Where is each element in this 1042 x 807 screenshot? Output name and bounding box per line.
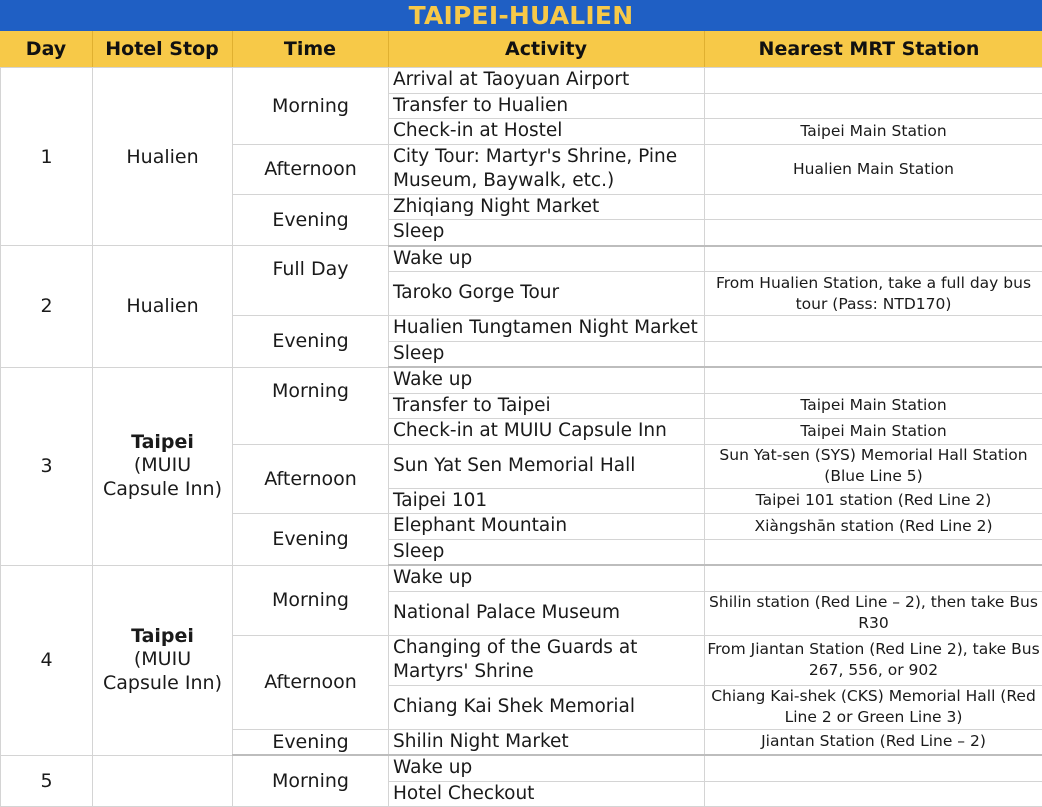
header-activity: Activity (388, 31, 704, 67)
day-cell: 4 (1, 565, 93, 755)
mrt-cell (705, 246, 1042, 272)
hotel-stop-cell (93, 755, 233, 807)
mrt-cell: Jiantan Station (Red Line – 2) (705, 729, 1042, 755)
hotel-stop-city: Taipei (131, 431, 194, 453)
hotel-stop-text: Hualien (126, 146, 198, 168)
activity-cell: Elephant Mountain (389, 514, 705, 540)
hotel-stop-text: Hualien (126, 295, 198, 317)
sheet-title: TAIPEI-HUALIEN (0, 0, 1042, 31)
mrt-cell: Sun Yat-sen (SYS) Memorial Hall Station (Blue Line 5) (705, 444, 1042, 488)
time-cell: Morning (233, 565, 389, 635)
mrt-cell (705, 565, 1042, 591)
activity-cell: Sun Yat Sen Memorial Hall (389, 444, 705, 488)
hotel-stop-text: (MUIU Capsule Inn) (103, 647, 223, 695)
activity-cell: Sleep (389, 220, 705, 246)
mrt-cell (705, 367, 1042, 393)
time-cell: Morning (233, 68, 389, 145)
time-cell: Evening (233, 316, 389, 368)
mrt-cell (705, 220, 1042, 246)
activity-cell: Check-in at Hostel (389, 119, 705, 145)
time-cell: Morning (233, 367, 389, 444)
mrt-cell: Taipei Main Station (705, 393, 1042, 419)
activity-cell: Wake up (389, 565, 705, 591)
time-cell: Full Day (233, 246, 389, 316)
mrt-cell (705, 93, 1042, 119)
mrt-cell (705, 341, 1042, 367)
hotel-stop-cell (93, 68, 233, 246)
activity-cell: Wake up (389, 367, 705, 393)
time-cell: Evening (233, 729, 389, 755)
hotel-stop-cell (93, 565, 233, 755)
activity-cell: Hotel Checkout (389, 781, 705, 807)
activity-cell: Taipei 101 (389, 488, 705, 514)
mrt-cell (705, 316, 1042, 342)
time-cell: Evening (233, 194, 389, 246)
mrt-cell (705, 781, 1042, 807)
activity-cell: National Palace Museum (389, 591, 705, 635)
header-nearest-mrt: Nearest MRT Station (704, 31, 1034, 67)
activity-cell: Check-in at MUIU Capsule Inn (389, 419, 705, 445)
mrt-cell: From Hualien Station, take a full day bus tour (Pass: NTD170) (705, 272, 1042, 316)
activity-cell: Wake up (389, 755, 705, 781)
activity-cell: Changing of the Guards at Martyrs' Shrine (389, 635, 705, 685)
itinerary-table (0, 67, 1042, 807)
mrt-cell: Taipei 101 station (Red Line 2) (705, 488, 1042, 514)
activity-cell: Transfer to Hualien (389, 93, 705, 119)
time-cell: Afternoon (233, 635, 389, 729)
mrt-cell: Xiàngshān station (Red Line 2) (705, 514, 1042, 540)
time-cell: Morning (233, 755, 389, 807)
activity-cell: Wake up (389, 246, 705, 272)
hotel-stop-city: Taipei (131, 625, 194, 647)
mrt-cell: Taipei Main Station (705, 119, 1042, 145)
mrt-cell (705, 539, 1042, 565)
time-cell: Afternoon (233, 144, 389, 194)
hotel-stop-cell (93, 246, 233, 368)
activity-cell: Sleep (389, 341, 705, 367)
mrt-cell: Hualien Main Station (705, 144, 1042, 194)
day-cell: 3 (1, 367, 93, 565)
mrt-cell: From Jiantan Station (Red Line 2), take Bus 267, 556, or 902 (705, 635, 1042, 685)
header-time: Time (232, 31, 388, 67)
day-cell: 1 (1, 68, 93, 246)
activity-cell: Arrival at Taoyuan Airport (389, 68, 705, 94)
header-day: Day (0, 31, 92, 67)
activity-cell: Taroko Gorge Tour (389, 272, 705, 316)
activity-cell: Shilin Night Market (389, 729, 705, 755)
mrt-cell (705, 755, 1042, 781)
header-hotel-stop: Hotel Stop (92, 31, 232, 67)
mrt-cell: Shilin station (Red Line – 2), then take Bus R30 (705, 591, 1042, 635)
day-cell: 5 (1, 755, 93, 807)
mrt-cell: Chiang Kai-shek (CKS) Memorial Hall (Red Line 2 or Green Line 3) (705, 685, 1042, 729)
mrt-cell (705, 194, 1042, 220)
time-cell: Afternoon (233, 444, 389, 514)
activity-cell: Sleep (389, 539, 705, 565)
activity-cell: City Tour: Martyr's Shrine, Pine Museum, Baywalk, etc.) (389, 144, 705, 194)
mrt-cell (705, 68, 1042, 94)
activity-cell: Hualien Tungtamen Night Market (389, 316, 705, 342)
hotel-stop-cell (93, 367, 233, 565)
time-cell: Evening (233, 514, 389, 566)
activity-cell: Chiang Kai Shek Memorial (389, 685, 705, 729)
activity-cell: Transfer to Taipei (389, 393, 705, 419)
hotel-stop-text: (MUIU Capsule Inn) (103, 453, 223, 501)
day-cell: 2 (1, 246, 93, 368)
mrt-cell: Taipei Main Station (705, 419, 1042, 445)
activity-cell: Zhiqiang Night Market (389, 194, 705, 220)
